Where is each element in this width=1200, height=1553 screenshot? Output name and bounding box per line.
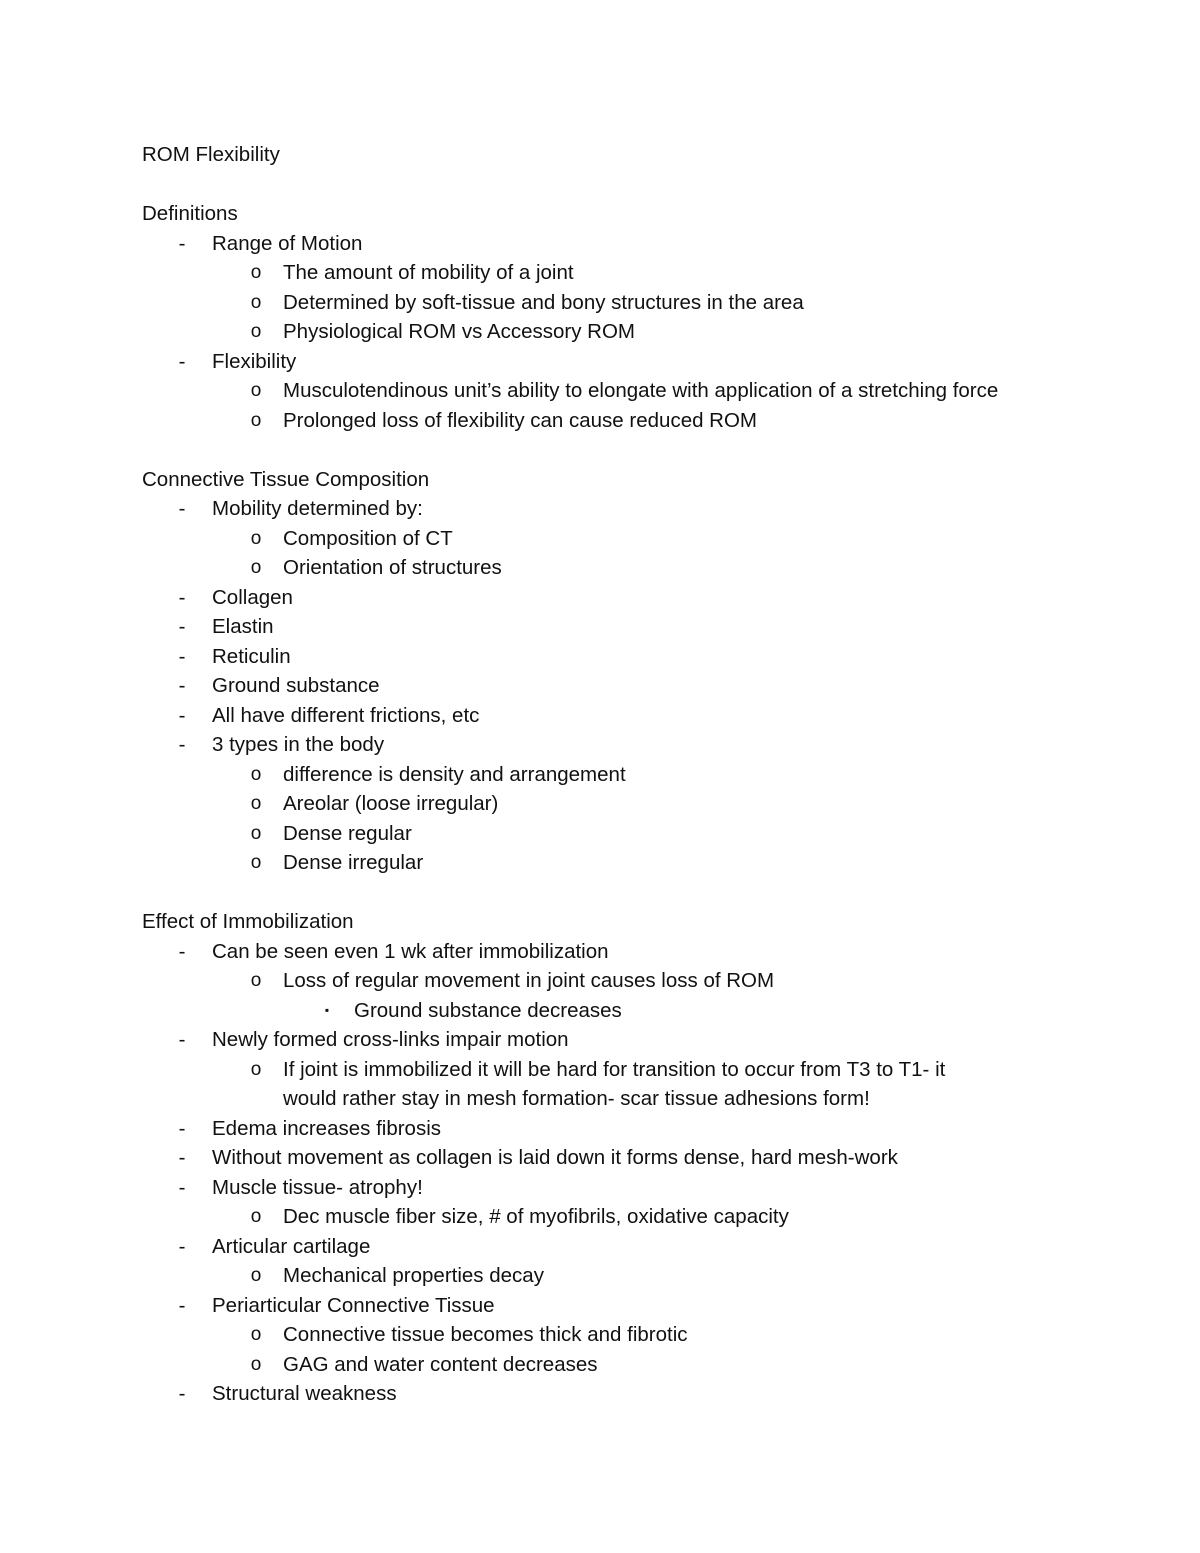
bullet-item xyxy=(142,612,1142,642)
line-text: Prolonged loss of flexibility can cause reduced ROM xyxy=(283,408,758,432)
line-text: Orientation of structures xyxy=(283,556,502,579)
line-text: Composition of CT xyxy=(283,526,453,550)
dash-bullet-marker: - xyxy=(178,733,186,756)
circle-bullet-marker: o xyxy=(250,1058,262,1080)
line-text: Physiological ROM vs Accessory ROM xyxy=(283,320,636,343)
bullet-item xyxy=(142,1379,1142,1409)
bullet-item xyxy=(142,730,1142,760)
sub-bullet-item xyxy=(142,288,1142,318)
sub-sub-bullet-item xyxy=(142,996,1142,1026)
document-title xyxy=(142,140,1142,170)
dash-bullet-marker: - xyxy=(178,703,186,727)
line-text: difference is density and arrangement xyxy=(283,762,626,786)
blank-line xyxy=(142,878,1142,908)
line-text: Periarticular Connective Tissue xyxy=(212,1293,495,1317)
line-text: Structural weakness xyxy=(212,1382,397,1405)
dash-bullet-marker: - xyxy=(178,1028,186,1051)
line-text: Effect of Immobilization xyxy=(142,910,354,933)
sub-bullet-item xyxy=(142,760,1142,790)
line-text: All have different frictions, etc xyxy=(212,703,480,727)
line-text: The amount of mobility of a joint xyxy=(283,261,574,284)
line-text: Determined by soft-tissue and bony structures in the area xyxy=(283,290,804,314)
sub-bullet-item xyxy=(142,1350,1142,1380)
circle-bullet-marker: o xyxy=(250,1265,262,1286)
dash-bullet-marker: - xyxy=(178,585,186,609)
line-text: Range of Motion xyxy=(212,231,363,255)
line-text: Elastin xyxy=(212,615,274,638)
line-text: If joint is immobilized it will be hard for transition to occur from T3 to T1- it xyxy=(283,1057,946,1081)
bullet-item xyxy=(142,229,1142,259)
circle-bullet-marker: o xyxy=(250,527,262,549)
bullet-item xyxy=(142,583,1142,613)
bullet-item xyxy=(142,1025,1142,1055)
line-text: Areolar (loose irregular) xyxy=(283,792,499,815)
dash-bullet-marker: - xyxy=(178,1234,186,1258)
dash-bullet-marker: - xyxy=(178,1293,186,1317)
circle-bullet-marker: o xyxy=(250,380,262,401)
sub-bullet-item xyxy=(142,524,1142,554)
circle-bullet-marker: o xyxy=(250,409,262,431)
dash-bullet-marker: - xyxy=(178,644,186,668)
bullet-item xyxy=(142,1232,1142,1262)
document-page xyxy=(142,140,1142,1409)
line-text: Edema increases fibrosis xyxy=(212,1116,442,1140)
line-text: Dense regular xyxy=(283,821,412,845)
circle-bullet-marker: o xyxy=(250,852,262,873)
circle-bullet-marker: o xyxy=(250,291,262,313)
square-bullet-marker: ▪ xyxy=(324,1002,330,1017)
line-text: Flexibility xyxy=(212,349,297,373)
line-text: Loss of regular movement in joint causes loss of ROM xyxy=(283,969,775,992)
bullet-item xyxy=(142,1173,1142,1203)
line-text: Dec muscle fiber size, # of myofibrils, oxidative capacity xyxy=(283,1205,789,1228)
sub-bullet-item xyxy=(142,1055,1142,1085)
circle-bullet-marker: o xyxy=(250,1206,262,1227)
bullet-item xyxy=(142,1291,1142,1321)
line-text: Dense irregular xyxy=(283,851,424,874)
dash-bullet-marker: - xyxy=(178,939,186,963)
sub-bullet-item xyxy=(142,789,1142,819)
line-text: Definitions xyxy=(142,202,238,225)
sub-bullet-item xyxy=(142,406,1142,436)
dash-bullet-marker: - xyxy=(178,1175,186,1199)
dash-bullet-marker: - xyxy=(178,349,186,373)
line-text: Connective tissue becomes thick and fibrotic xyxy=(283,1323,688,1346)
blank-line xyxy=(142,435,1142,465)
dash-bullet-marker: - xyxy=(178,615,186,638)
dash-bullet-marker: - xyxy=(178,1382,186,1405)
sub-bullet-item xyxy=(142,1320,1142,1350)
line-text: Musculotendinous unit’s ability to elongate with application of a stretching force xyxy=(283,379,999,402)
bullet-item xyxy=(142,937,1142,967)
circle-bullet-marker: o xyxy=(250,262,262,283)
circle-bullet-marker: o xyxy=(250,1353,262,1375)
line-text: Collagen xyxy=(212,585,293,609)
sub-bullet-item xyxy=(142,848,1142,878)
line-text: GAG and water content decreases xyxy=(283,1352,598,1376)
circle-bullet-marker: o xyxy=(250,321,262,342)
dash-bullet-marker: - xyxy=(178,1116,186,1140)
circle-bullet-marker: o xyxy=(250,970,262,991)
sub-bullet-item xyxy=(142,819,1142,849)
bullet-item xyxy=(142,494,1142,524)
line-text: 3 types in the body xyxy=(212,733,385,756)
line-text: Mechanical properties decay xyxy=(283,1264,544,1287)
bullet-item xyxy=(142,671,1142,701)
line-text: Ground substance xyxy=(212,674,380,697)
sub-bullet-item xyxy=(142,1202,1142,1232)
section-heading xyxy=(142,199,1142,229)
bullet-item xyxy=(142,701,1142,731)
dash-bullet-marker: - xyxy=(178,231,186,255)
blank-line xyxy=(142,170,1142,200)
line-text: Reticulin xyxy=(212,644,291,668)
bullet-item xyxy=(142,1143,1142,1173)
circle-bullet-marker: o xyxy=(250,793,262,814)
circle-bullet-marker: o xyxy=(250,822,262,844)
circle-bullet-marker: o xyxy=(250,557,262,578)
line-text: Ground substance decreases xyxy=(354,998,622,1022)
line-text: Articular cartilage xyxy=(212,1234,371,1258)
bullet-item xyxy=(142,1114,1142,1144)
sub-bullet-item xyxy=(142,376,1142,406)
bullet-item xyxy=(142,347,1142,377)
line-text: Without movement as collagen is laid down it forms dense, hard mesh-work xyxy=(212,1146,898,1169)
sub-bullet-item xyxy=(142,966,1142,996)
circle-bullet-marker: o xyxy=(250,1324,262,1345)
section-heading xyxy=(142,907,1142,937)
sub-bullet-item xyxy=(142,317,1142,347)
circle-bullet-marker: o xyxy=(250,763,262,785)
sub-bullet-item xyxy=(142,1261,1142,1291)
line-text: Newly formed cross-links impair motion xyxy=(212,1028,569,1051)
sub-bullet-item xyxy=(142,553,1142,583)
sub-bullet-item xyxy=(142,258,1142,288)
dash-bullet-marker: - xyxy=(178,674,186,697)
line-text: would rather stay in mesh formation- scar tissue adhesions form! xyxy=(283,1087,870,1110)
line-text: Mobility determined by: xyxy=(212,497,423,520)
line-text: Connective Tissue Composition xyxy=(142,467,430,491)
dash-bullet-marker: - xyxy=(178,1146,186,1169)
line-text: ROM Flexibility xyxy=(142,143,280,166)
dash-bullet-marker: - xyxy=(178,497,186,520)
wrapped-line xyxy=(142,1084,1142,1114)
line-text: Muscle tissue- atrophy! xyxy=(212,1175,423,1199)
section-heading xyxy=(142,465,1142,495)
bullet-item xyxy=(142,642,1142,672)
line-text: Can be seen even 1 wk after immobilization xyxy=(212,939,609,963)
